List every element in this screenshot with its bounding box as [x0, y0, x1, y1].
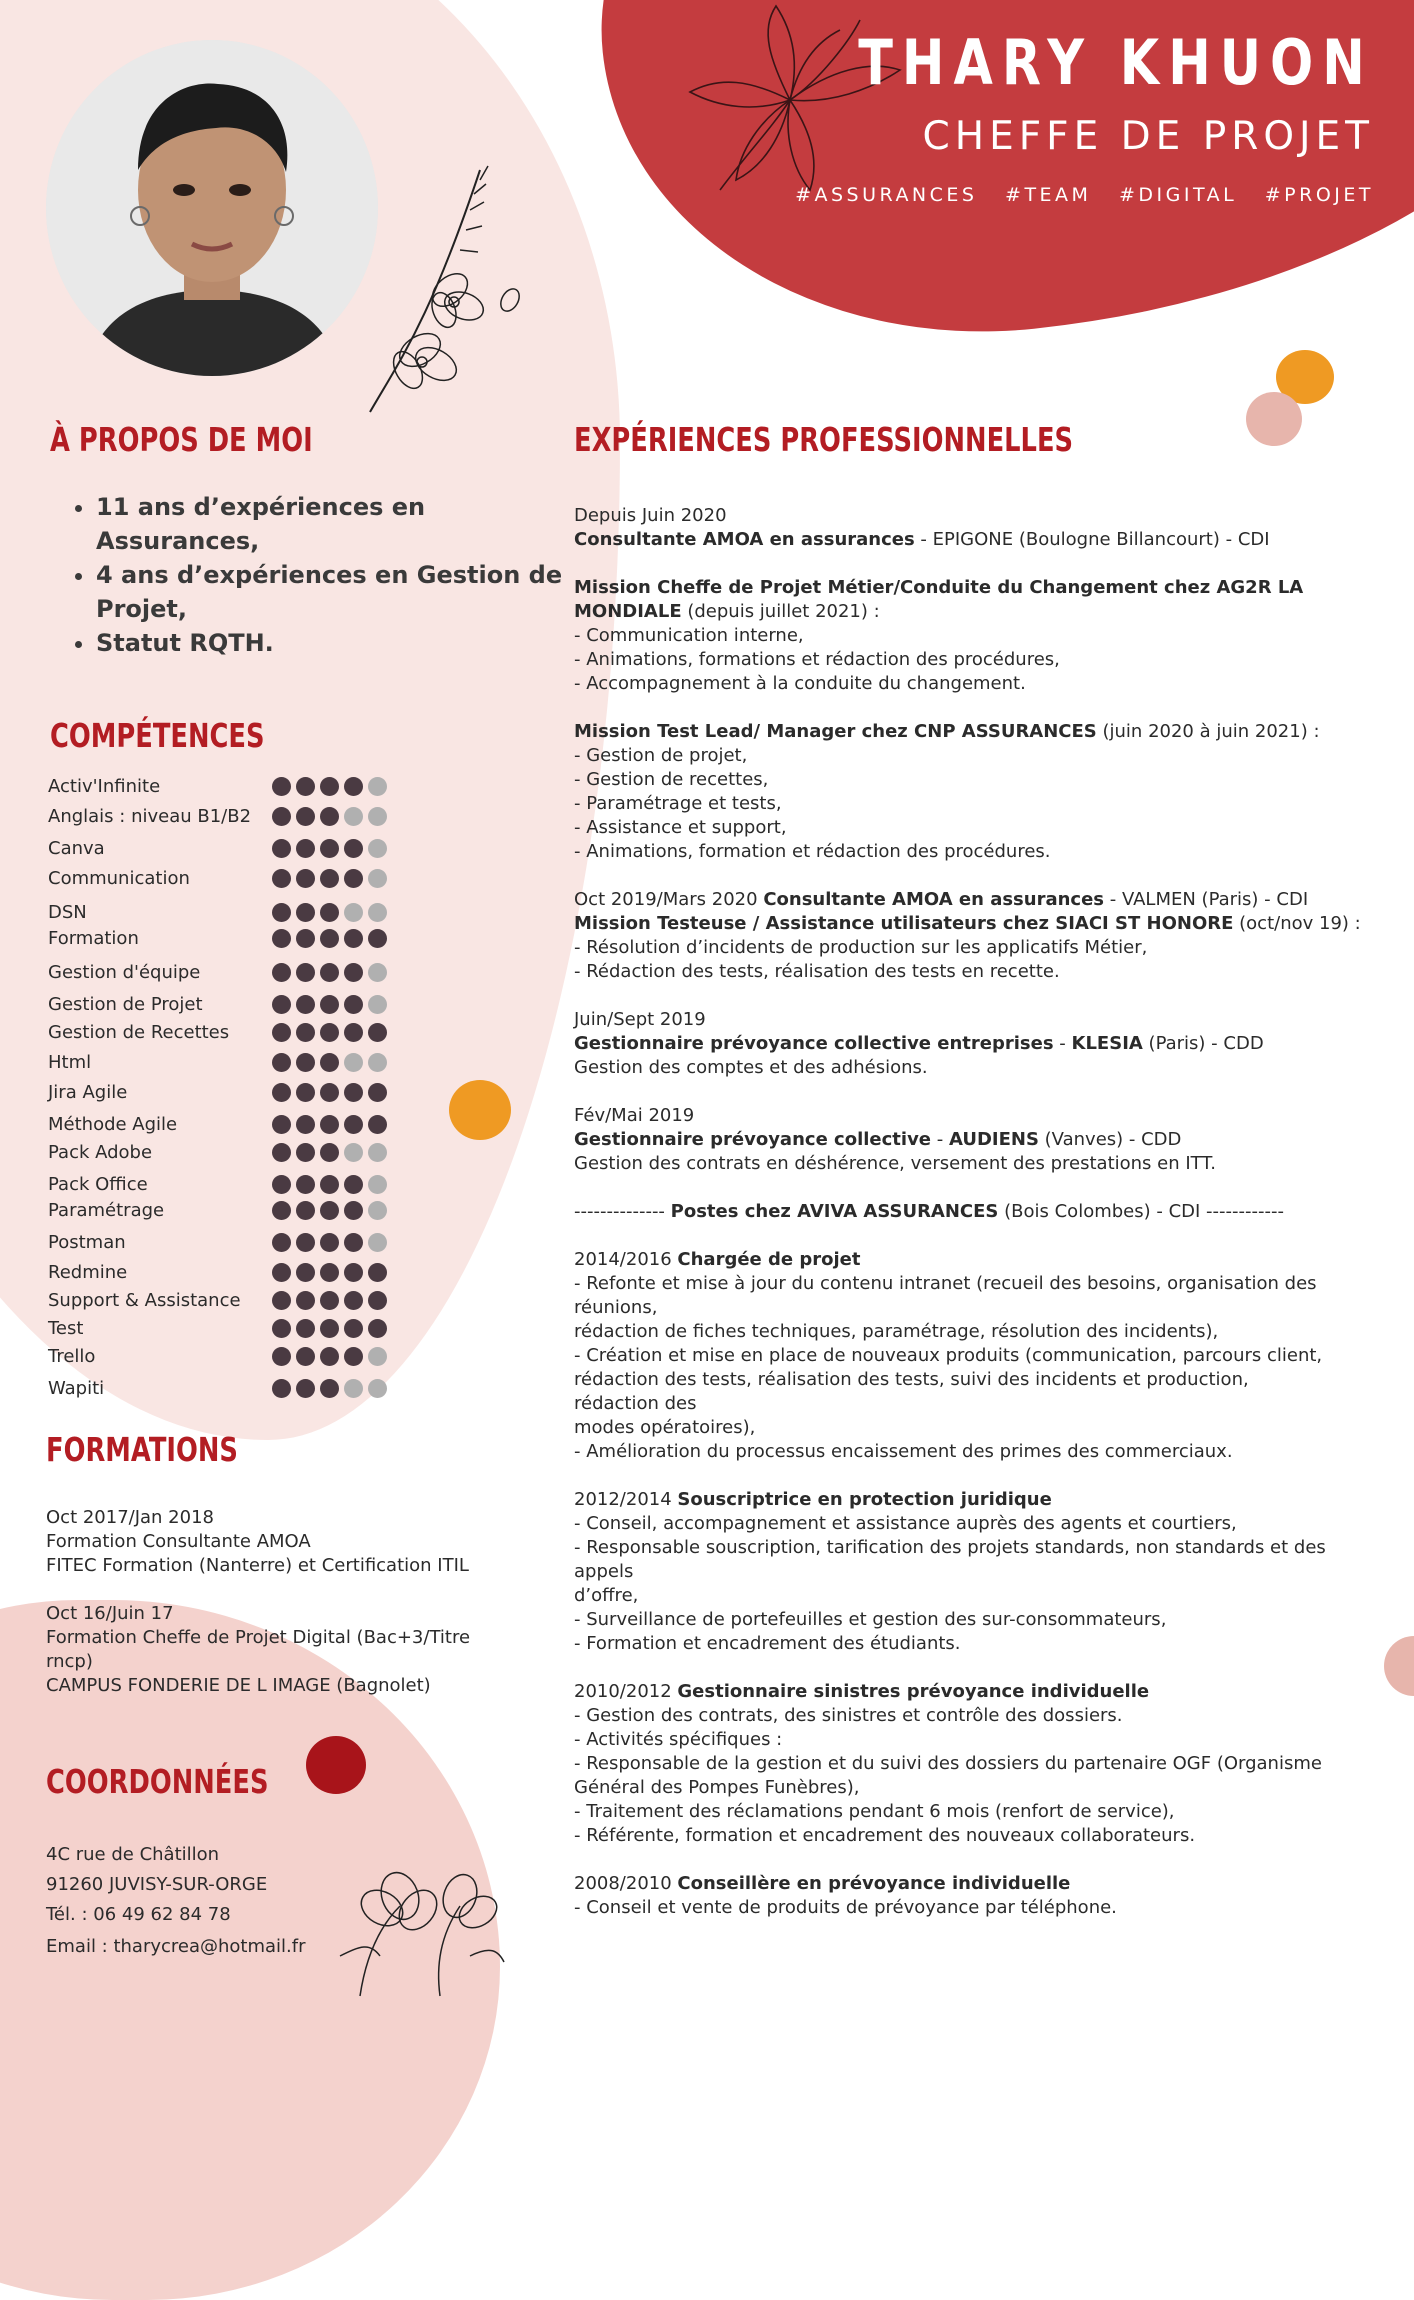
exp-date: 2012/2014 [574, 1489, 678, 1510]
skill-name: Redmine [48, 1262, 128, 1283]
rating-dot-empty [368, 1143, 387, 1162]
exp-bullet: - Animations, formations et rédaction des procédures, [574, 649, 1060, 670]
rating-dot-filled [272, 1083, 291, 1102]
rating-dot-filled [296, 995, 315, 1014]
exp-bullet: réunions, [574, 1297, 658, 1318]
rating-dot-empty [344, 1379, 363, 1398]
rating-dot-filled [320, 839, 339, 858]
rating-dot-filled [344, 1115, 363, 1134]
rating-dot-filled [344, 1233, 363, 1252]
exp-mission [574, 576, 1303, 600]
exp-date: Depuis Juin 2020 [574, 505, 727, 526]
exp-bullet: - Gestion de recettes, [574, 769, 769, 790]
rating-dot-filled [296, 1291, 315, 1310]
rating-dot-filled [320, 1083, 339, 1102]
exp-role: Gestionnaire prévoyance collective [574, 1129, 932, 1150]
rating-dot-filled [296, 1083, 315, 1102]
rating-dot-filled [320, 869, 339, 888]
skill-rating [272, 1175, 387, 1194]
rating-dot-filled [344, 995, 363, 1014]
skills-heading: COMPÉTENCES [50, 716, 265, 755]
aviva-title: Postes chez AVIVA ASSURANCES [670, 1201, 999, 1222]
exp-description: Gestion des comptes et des adhésions. [574, 1057, 928, 1078]
rating-dot-empty [368, 1201, 387, 1220]
contact-city: 91260 JUVISY-SUR-ORGE [46, 1874, 268, 1895]
rating-dot-filled [320, 1379, 339, 1398]
rating-dot-filled [368, 1263, 387, 1282]
formation-school: CAMPUS FONDERIE DE L IMAGE (Bagnolet) [46, 1675, 431, 1696]
exp-role: Souscriptrice en protection juridique [677, 1489, 1052, 1510]
exp-line [574, 1680, 1149, 1704]
exp-separator: - [931, 1129, 949, 1150]
experiences-heading: EXPÉRIENCES PROFESSIONNELLES [574, 420, 1074, 459]
rating-dot-filled [272, 1233, 291, 1252]
exp-mission-period: (depuis juillet 2021) : [681, 601, 880, 622]
skill-rating [272, 929, 387, 948]
exp-company: (Paris) - CDD [1142, 1033, 1264, 1054]
exp-bullet: - Refonte et mise à jour du contenu intranet (recueil des besoins, organisation des [574, 1273, 1317, 1294]
rating-dot-filled [320, 1175, 339, 1194]
skill-rating [272, 1379, 387, 1398]
skill-name: Paramétrage [48, 1200, 165, 1221]
rating-dot-filled [368, 1083, 387, 1102]
rating-dot-filled [320, 1263, 339, 1282]
skill-name: Anglais : niveau B1/B2 [48, 806, 252, 827]
rating-dot-filled [344, 963, 363, 982]
exp-bullet: appels [574, 1561, 634, 1582]
hashtag: #PROJET [1264, 184, 1374, 206]
rating-dot-filled [320, 1347, 339, 1366]
rating-dot-filled [320, 1053, 339, 1072]
exp-mission [574, 600, 880, 624]
exp-bullet: - Responsable de la gestion et du suivi des dossiers du partenaire OGF (Organisme [574, 1753, 1322, 1774]
exp-bullet: - Traitement des réclamations pendant 6 mois (renfort de service), [574, 1801, 1175, 1822]
skill-name: Formation [48, 928, 139, 949]
rating-dot-filled [296, 839, 315, 858]
skill-name: Postman [48, 1232, 126, 1253]
rating-dot-empty [368, 777, 387, 796]
exp-role: Gestionnaire prévoyance collective entreprises [574, 1033, 1054, 1054]
exp-description: Gestion des contrats en déshérence, versement des prestations en ITT. [574, 1153, 1216, 1174]
skill-rating [272, 1115, 387, 1134]
skill-rating [272, 903, 387, 922]
exp-bullet: - Surveillance de portefeuilles et gestion des sur-consommateurs, [574, 1609, 1167, 1630]
skill-name: Pack Office [48, 1174, 148, 1195]
exp-company: (Vanves) - CDD [1038, 1129, 1182, 1150]
rating-dot-filled [272, 1347, 291, 1366]
skill-rating [272, 869, 387, 888]
skill-rating [272, 1023, 387, 1042]
skill-rating [272, 1291, 387, 1310]
rating-dot-filled [296, 1347, 315, 1366]
rating-dot-filled [296, 1175, 315, 1194]
rating-dot-empty [368, 995, 387, 1014]
formations-heading: FORMATIONS [46, 1430, 238, 1469]
rating-dot-filled [296, 869, 315, 888]
rating-dot-filled [368, 1115, 387, 1134]
exp-bullet: - Conseil, accompagnement et assistance auprès des agents et courtiers, [574, 1513, 1237, 1534]
rating-dot-filled [320, 1143, 339, 1162]
exp-role: Consultante AMOA en assurances [763, 889, 1105, 910]
rating-dot-filled [344, 777, 363, 796]
exp-mission-title: MONDIALE [574, 601, 682, 622]
exp-bullet: - Accompagnement à la conduite du changement. [574, 673, 1026, 694]
divider-dashes: -------------- [574, 1201, 671, 1222]
rating-dot-filled [344, 1023, 363, 1042]
contact-heading: COORDONNÉES [46, 1762, 269, 1801]
rating-dot-filled [296, 1379, 315, 1398]
rating-dot-filled [344, 1083, 363, 1102]
rating-dot-empty [368, 1347, 387, 1366]
skill-rating [272, 995, 387, 1014]
hashtag: #ASSURANCES [795, 184, 978, 206]
skill-rating [272, 1319, 387, 1338]
rating-dot-filled [320, 1023, 339, 1042]
rating-dot-filled [296, 1053, 315, 1072]
rating-dot-filled [320, 995, 339, 1014]
skill-name: Html [48, 1052, 92, 1073]
rating-dot-filled [296, 1023, 315, 1042]
exp-bullet: - Rédaction des tests, réalisation des tests en recette. [574, 961, 1060, 982]
rating-dot-filled [296, 1115, 315, 1134]
rating-dot-empty [344, 1143, 363, 1162]
rating-dot-filled [296, 1319, 315, 1338]
exp-line [574, 528, 1270, 552]
exp-bullet: modes opératoires), [574, 1417, 756, 1438]
exp-bullet: - Amélioration du processus encaissement des primes des commerciaux. [574, 1441, 1233, 1462]
exp-mission-title: Mission Cheffe de Projet Métier/Conduite du Changement chez AG2R LA [574, 577, 1304, 598]
rating-dot-filled [368, 1023, 387, 1042]
rating-dot-filled [320, 929, 339, 948]
rating-dot-filled [344, 1347, 363, 1366]
exp-date: Fév/Mai 2019 [574, 1105, 695, 1126]
rating-dot-filled [344, 869, 363, 888]
rating-dot-filled [272, 839, 291, 858]
skill-rating [272, 1347, 387, 1366]
exp-role: Conseillère en prévoyance individuelle [677, 1873, 1071, 1894]
rating-dot-filled [272, 1143, 291, 1162]
skill-rating [272, 777, 387, 796]
skill-name: Activ'Infinite [48, 776, 161, 797]
rating-dot-filled [320, 1319, 339, 1338]
rating-dot-filled [272, 995, 291, 1014]
exp-date: 2014/2016 [574, 1249, 678, 1270]
rating-dot-filled [320, 1291, 339, 1310]
rating-dot-filled [368, 1291, 387, 1310]
exp-line [574, 1872, 1070, 1896]
exp-line [574, 1032, 1264, 1056]
exp-mission-period: (oct/nov 19) : [1233, 913, 1361, 934]
rating-dot-filled [320, 777, 339, 796]
rating-dot-empty [368, 1233, 387, 1252]
skill-name: Support & Assistance [48, 1290, 241, 1311]
skill-name: DSN [48, 902, 87, 923]
exp-bullet: rédaction des tests, réalisation des tests, suivi des incidents et production, [574, 1369, 1249, 1390]
exp-company-name: KLESIA [1071, 1033, 1143, 1054]
exp-bullet: - Animations, formation et rédaction des procédures. [574, 841, 1051, 862]
rating-dot-empty [344, 903, 363, 922]
contact-phone[interactable]: Tél. : 06 49 62 84 78 [46, 1904, 231, 1925]
decor-pink-circle-top [1246, 392, 1302, 446]
hashtag: #TEAM [1005, 184, 1092, 206]
skill-rating [272, 963, 387, 982]
skill-rating [272, 1143, 387, 1162]
rating-dot-filled [296, 1143, 315, 1162]
exp-company: - EPIGONE (Boulogne Billancourt) - CDI [914, 529, 1270, 550]
exp-bullet: - Conseil et vente de produits de prévoyance par téléphone. [574, 1897, 1117, 1918]
exp-line [574, 888, 1308, 912]
rating-dot-filled [296, 807, 315, 826]
flower-branch-icon [360, 150, 530, 420]
contact-email[interactable]: Email : tharycrea@hotmail.fr [46, 1936, 306, 1957]
rating-dot-empty [368, 807, 387, 826]
exp-bullet: rédaction des [574, 1393, 697, 1414]
contact-street: 4C rue de Châtillon [46, 1844, 220, 1865]
exp-mission-period: (juin 2020 à juin 2021) : [1096, 721, 1320, 742]
exp-role: Chargée de projet [677, 1249, 861, 1270]
skill-name: Jira Agile [48, 1082, 128, 1103]
formation-title: Formation Cheffe de Projet Digital (Bac+3/Titre [46, 1627, 471, 1648]
skill-rating [272, 1263, 387, 1282]
exp-mission [574, 912, 1361, 936]
exp-bullet: - Communication interne, [574, 625, 804, 646]
rating-dot-filled [344, 1175, 363, 1194]
about-item: • Statut RQTH. [96, 626, 566, 660]
formation-title: Formation Consultante AMOA [46, 1531, 311, 1552]
exp-date: 2008/2010 [574, 1873, 678, 1894]
about-heading: À PROPOS DE MOI [50, 420, 313, 459]
formation-date: Oct 16/Juin 17 [46, 1603, 174, 1624]
rating-dot-empty [368, 963, 387, 982]
rating-dot-filled [272, 777, 291, 796]
rating-dot-filled [344, 1201, 363, 1220]
exp-separator: - [1053, 1033, 1072, 1054]
rating-dot-empty [368, 1379, 387, 1398]
rating-dot-empty [368, 903, 387, 922]
skill-name: Test [48, 1318, 84, 1339]
rating-dot-empty [368, 839, 387, 858]
skill-rating [272, 1233, 387, 1252]
exp-mission-title: Mission Test Lead/ Manager chez CNP ASSURANCES [574, 721, 1097, 742]
bottom-flowers-icon [320, 1846, 510, 2000]
hashtag: #DIGITAL [1119, 184, 1238, 206]
rating-dot-filled [344, 1319, 363, 1338]
formation-date: Oct 2017/Jan 2018 [46, 1507, 214, 1528]
exp-role: Consultante AMOA en assurances [574, 529, 915, 550]
skill-name: Gestion de Projet [48, 994, 203, 1015]
about-item: • 4 ans d’expériences en Gestion de Projet, [96, 558, 566, 626]
rating-dot-empty [344, 807, 363, 826]
exp-bullet: Général des Pompes Funèbres), [574, 1777, 860, 1798]
job-title: CHEFFE DE PROJET [922, 114, 1374, 159]
rating-dot-filled [344, 929, 363, 948]
rating-dot-filled [296, 929, 315, 948]
rating-dot-filled [272, 903, 291, 922]
exp-date: Oct 2019/Mars 2020 [574, 889, 764, 910]
exp-line [574, 1128, 1181, 1152]
rating-dot-empty [368, 1175, 387, 1194]
rating-dot-filled [296, 1233, 315, 1252]
formation-title-cont: rncp) [46, 1651, 93, 1672]
avatar [46, 40, 378, 376]
skill-name: Wapiti [48, 1378, 105, 1399]
skill-name: Communication [48, 868, 190, 889]
skill-name: Gestion de Recettes [48, 1022, 230, 1043]
divider-dashes: (Bois Colombes) - CDI ------------ [998, 1201, 1284, 1222]
skill-name: Méthode Agile [48, 1114, 178, 1135]
rating-dot-empty [368, 1053, 387, 1072]
exp-bullet: - Assistance et support, [574, 817, 787, 838]
skill-rating [272, 1201, 387, 1220]
rating-dot-filled [272, 1379, 291, 1398]
rating-dot-filled [272, 1291, 291, 1310]
formation-school: FITEC Formation (Nanterre) et Certification ITIL [46, 1555, 469, 1576]
rating-dot-filled [296, 963, 315, 982]
rating-dot-filled [296, 1263, 315, 1282]
rating-dot-filled [320, 1115, 339, 1134]
rating-dot-filled [272, 1023, 291, 1042]
exp-bullet: - Référente, formation et encadrement des nouveaux collaborateurs. [574, 1825, 1196, 1846]
rating-dot-filled [296, 777, 315, 796]
aviva-divider [574, 1200, 1284, 1224]
rating-dot-filled [272, 963, 291, 982]
exp-bullet: - Responsable souscription, tarification des projets standards, non standards et des [574, 1537, 1326, 1558]
exp-bullet: rédaction de fiches techniques, paramétrage, résolution des incidents), [574, 1321, 1219, 1342]
rating-dot-filled [320, 807, 339, 826]
rating-dot-filled [272, 1201, 291, 1220]
exp-company-name: AUDIENS [948, 1129, 1039, 1150]
rating-dot-filled [272, 1175, 291, 1194]
exp-bullet: - Formation et encadrement des étudiants. [574, 1633, 961, 1654]
rating-dot-filled [272, 1115, 291, 1134]
hashtag-list [777, 184, 1374, 206]
skill-rating [272, 1053, 387, 1072]
skill-name: Canva [48, 838, 105, 859]
rating-dot-filled [272, 1263, 291, 1282]
skill-name: Pack Adobe [48, 1142, 153, 1163]
skill-name: Trello [48, 1346, 96, 1367]
rating-dot-filled [344, 1291, 363, 1310]
exp-role: Gestionnaire sinistres prévoyance individuelle [677, 1681, 1150, 1702]
rating-dot-filled [272, 807, 291, 826]
skill-rating [272, 807, 387, 826]
rating-dot-filled [272, 1053, 291, 1072]
exp-bullet: - Activités spécifiques : [574, 1729, 783, 1750]
rating-dot-empty [344, 1053, 363, 1072]
exp-line [574, 1488, 1052, 1512]
rating-dot-filled [296, 903, 315, 922]
exp-date: Juin/Sept 2019 [574, 1009, 706, 1030]
exp-bullet: - Création et mise en place de nouveaux produits (communication, parcours client, [574, 1345, 1323, 1366]
rating-dot-filled [272, 1319, 291, 1338]
rating-dot-filled [320, 1233, 339, 1252]
rating-dot-filled [368, 1319, 387, 1338]
exp-company: - VALMEN (Paris) - CDI [1104, 889, 1309, 910]
rating-dot-filled [320, 903, 339, 922]
rating-dot-filled [368, 929, 387, 948]
rating-dot-filled [344, 839, 363, 858]
rating-dot-filled [272, 869, 291, 888]
rating-dot-filled [344, 1263, 363, 1282]
exp-bullet: - Paramétrage et tests, [574, 793, 782, 814]
skill-rating [272, 1083, 387, 1102]
name-heading: THARY KHUON [858, 26, 1374, 99]
exp-bullet: d’offre, [574, 1585, 639, 1606]
exp-date: 2010/2012 [574, 1681, 678, 1702]
rating-dot-filled [320, 963, 339, 982]
decor-pink-circle-right [1384, 1636, 1414, 1696]
skill-name: Gestion d'équipe [48, 962, 201, 983]
rating-dot-filled [296, 1201, 315, 1220]
decor-red-circle-bottom [306, 1736, 366, 1794]
exp-bullet: - Gestion de projet, [574, 745, 748, 766]
exp-mission-title: Mission Testeuse / Assistance utilisateurs chez SIACI ST HONORE [574, 913, 1234, 934]
rating-dot-empty [368, 869, 387, 888]
exp-bullet: - Gestion des contrats, des sinistres et contrôle des dossiers. [574, 1705, 1123, 1726]
portrait-illustration [46, 40, 378, 376]
skill-rating [272, 839, 387, 858]
exp-line [574, 1248, 861, 1272]
about-item: • 11 ans d’expériences en Assurances, [96, 490, 566, 558]
exp-mission [574, 720, 1320, 744]
about-list [70, 490, 566, 660]
decor-orange-circle-mid [449, 1080, 511, 1140]
rating-dot-filled [320, 1201, 339, 1220]
rating-dot-filled [272, 929, 291, 948]
exp-bullet: - Résolution d’incidents de production sur les applicatifs Métier, [574, 937, 1148, 958]
